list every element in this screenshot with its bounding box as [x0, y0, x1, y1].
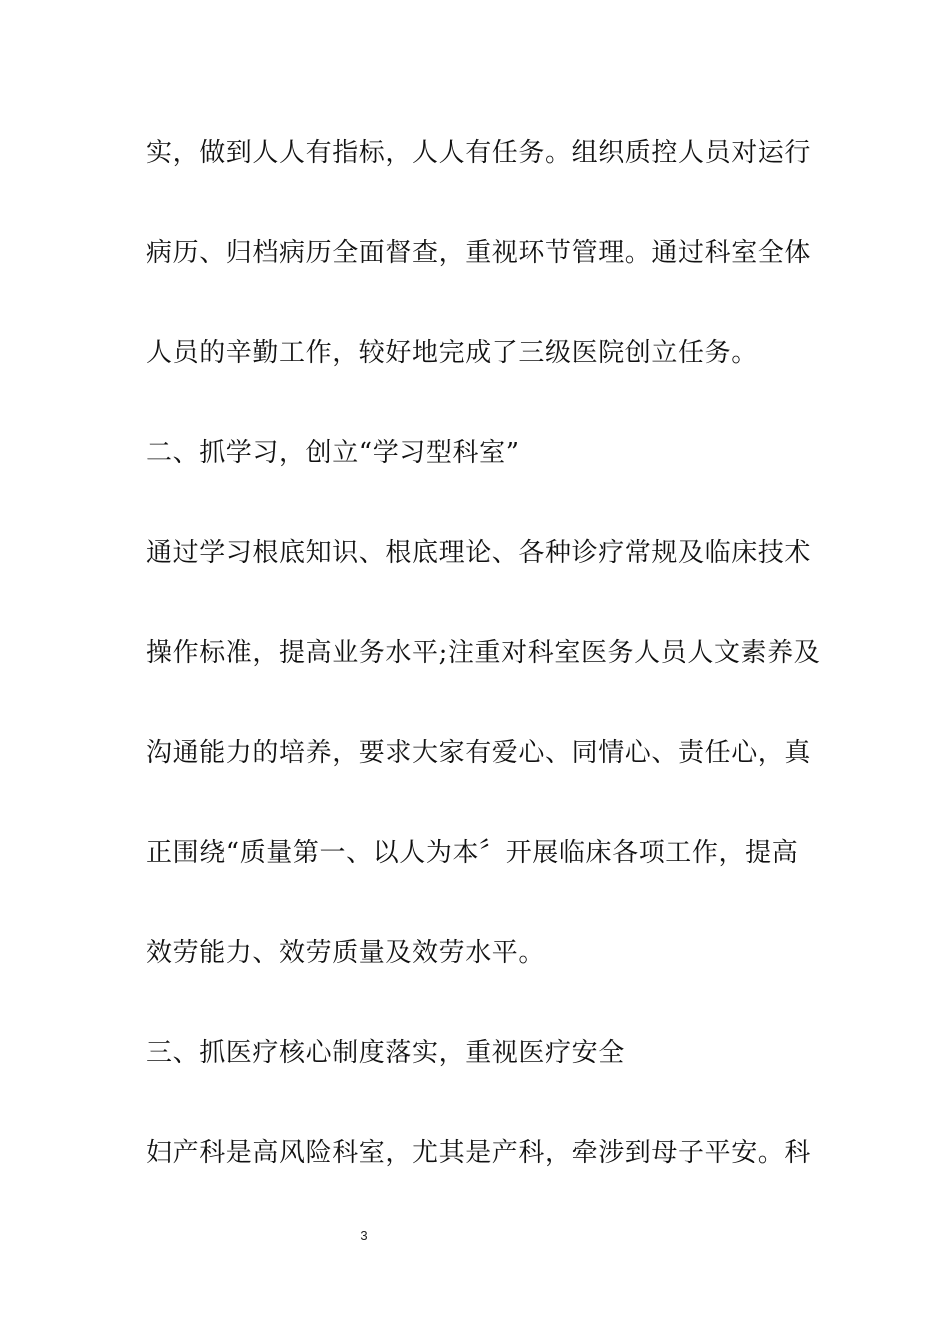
paragraph-line: 通过学习根底知识、根底理论、各种诊疗常规及临床技术 — [146, 538, 812, 568]
section-heading: 三、抓医疗核心制度落实，重视医疗安全 — [146, 1038, 625, 1068]
page-number: 3 — [360, 1228, 368, 1243]
paragraph-line: 人员的辛勤工作，较好地完成了三级医院创立任务。 — [146, 338, 758, 368]
paragraph-line: 沟通能力的培养，要求大家有爱心、同情心、责任心，真 — [146, 738, 812, 768]
paragraph-line: 病历、归档病历全面督查，重视环节管理。通过科室全体 — [146, 238, 812, 268]
paragraph-line: 妇产科是高风险科室，尤其是产科，牵涉到母子平安。科 — [146, 1138, 812, 1168]
paragraph-line: 效劳能力、效劳质量及效劳水平。 — [146, 938, 546, 968]
paragraph-line: 实，做到人人有指标，人人有任务。组织质控人员对运行 — [146, 138, 812, 168]
paragraph-line: 正围绕“质量第一、以人为本〞开展临床各项工作，提高 — [146, 838, 799, 868]
section-heading: 二、抓学习，创立“学习型科室” — [146, 438, 520, 468]
paragraph-line: 操作标准，提高业务水平;注重对科室医务人员人文素养及 — [146, 638, 821, 668]
